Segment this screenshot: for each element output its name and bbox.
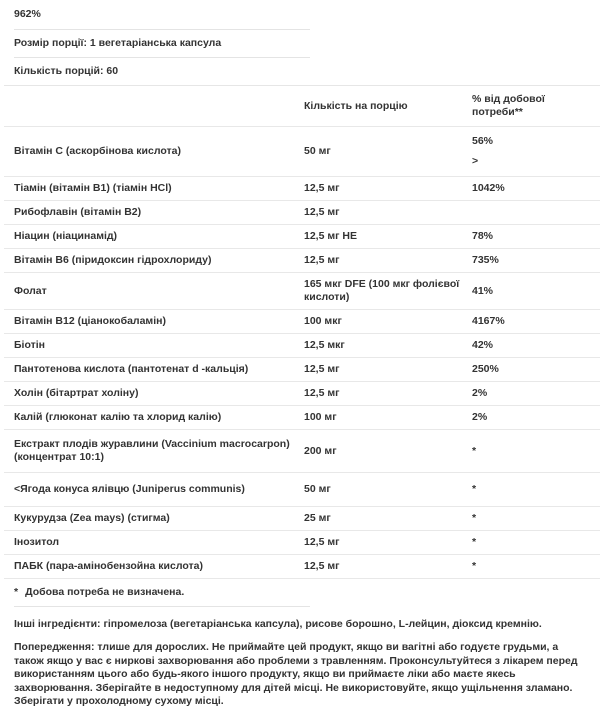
footnote-text: Добова потреба не визначена. — [25, 586, 185, 598]
table-row-vitamin-b12 — [4, 310, 600, 334]
nutrient-name: Калій (глюконат калію та хлорид калію) — [14, 411, 222, 423]
nutrient-name: Вітамін B6 (піридоксин гідрохлориду) — [14, 254, 212, 266]
nutrient-dv: 2% — [472, 411, 488, 423]
table-row-niacin — [4, 225, 600, 249]
nutrient-amount: 12,5 мг — [304, 536, 340, 548]
col-header-amount: Кількість на порцію — [304, 99, 408, 112]
nutrient-amount: 50 мг — [304, 145, 331, 157]
servings-per-container: Кількість порцій: 60 — [14, 65, 119, 77]
table-row-thiamin — [4, 177, 600, 201]
other-ingredients-text: Інші інгредієнти: гіпромелоза (вегетаріанська капсула), рисове борошно, L-лейцин, діоксид кремнію. — [14, 618, 542, 630]
table-row-corn-stigma — [4, 507, 600, 531]
nutrient-dv-value: 56% — [472, 135, 494, 147]
table-row-juniper-berry — [4, 473, 600, 507]
nutrient-name: Фолат — [14, 284, 47, 297]
nutrient-dv: 42% — [472, 339, 494, 351]
nutrient-name: Пантотенова кислота (пантотенат d -кальція) — [14, 363, 249, 375]
nutrient-dv: 2% — [472, 387, 488, 399]
nutrient-name: ПАБК (пара-амінобензойна кислота) — [14, 560, 204, 572]
nutrient-dv: 41% — [472, 284, 494, 297]
table-header-row — [4, 86, 600, 127]
nutrient-amount: 12,5 мг НЕ — [304, 230, 357, 242]
table-row-pantothenic-acid — [4, 358, 600, 382]
nutrient-amount: 12,5 мг — [304, 254, 340, 266]
nutrient-amount: 12,5 мг — [304, 387, 340, 399]
nutrient-dv-extra: > — [472, 155, 479, 167]
nutrient-name: Кукурудза (Zea mays) (стигма) — [14, 512, 170, 524]
table-row-riboflavin — [4, 201, 600, 225]
nutrient-name: <Ягода конуса ялівцю (Juniperus communis) — [14, 483, 245, 495]
nutrient-amount: 12,5 мг — [304, 363, 340, 375]
nutrient-amount: 100 мкг — [304, 315, 342, 327]
nutrient-name: Біотін — [14, 339, 46, 351]
nutrient-amount: 50 мг — [304, 483, 331, 495]
nutrient-name: Тіамін (вітамін B1) (тіамін HCl) — [14, 182, 172, 194]
nutrient-dv — [472, 135, 600, 168]
nutrient-amount: 12,5 мг — [304, 206, 340, 218]
nutrient-amount: 100 мг — [304, 411, 337, 423]
nutrient-amount: 12,5 мкг — [304, 339, 345, 351]
serving-size: Розмір порції: 1 вегетаріанська капсула — [14, 37, 222, 49]
nutrient-name: Ніацин (ніацинамід) — [14, 230, 118, 242]
nutrient-dv: 735% — [472, 254, 499, 266]
table-row-vitamin-b6 — [4, 249, 600, 273]
table-row-biotin — [4, 334, 600, 358]
nutrient-dv: * — [472, 483, 477, 495]
nutrient-name: Вітамін B12 (ціанокобаламін) — [14, 315, 166, 327]
nutrient-amount: 12,5 мг — [304, 182, 340, 194]
nutrient-amount: 25 мг — [304, 512, 331, 524]
daily-value-partial: 962% — [14, 8, 41, 20]
table-row-folate — [4, 273, 600, 310]
table-row-paba — [4, 555, 600, 579]
nutrient-dv: * — [472, 444, 477, 457]
nutrient-dv: * — [472, 536, 477, 548]
nutrient-amount: 12,5 мг — [304, 560, 340, 572]
nutrient-name: Холін (бітартрат холіну) — [14, 387, 139, 399]
nutrient-dv: * — [472, 560, 477, 572]
daily-value-footnote — [4, 579, 600, 606]
nutrient-dv: 4167% — [472, 315, 505, 327]
nutrient-name: Вітамін C (аскорбінова кислота) — [14, 145, 181, 157]
nutrient-dv: 78% — [472, 230, 494, 242]
nutrients-table — [4, 85, 600, 579]
nutrient-dv: 250% — [472, 363, 499, 375]
table-row-potassium — [4, 406, 600, 430]
nutrient-amount: 200 мг — [304, 444, 337, 457]
warning-text: Попередження: тлише для дорослих. Не приймайте цей продукт, якщо ви вагітні або годуєте грудьми, а також якщо у вас є ниркові захворювання або проблеми з травленням. Проконсультуйтеся з лікарем перед використанням цього або будь-якого іншого продукту, якщо ви приймаєте ліки або маєте якесь захворювання. Зберігайте в недоступному для дітей місці. Не використовуйте, якщо ущільнення зламано. Зберігати у прохолодному сухому місці. — [14, 641, 578, 707]
footnote-asterisk: * — [14, 586, 19, 598]
col-header-daily-value: % від добової потреби** — [472, 93, 545, 118]
nutrient-dv: * — [472, 512, 477, 524]
table-row-inositol — [4, 531, 600, 555]
table-row-vitamin-c — [4, 127, 600, 177]
nutrient-amount: 165 мкг DFE (100 мкг фолієвої кислоти) — [304, 278, 460, 303]
nutrient-name: Інозитол — [14, 536, 60, 548]
table-row-cranberry-extract — [4, 430, 600, 473]
nutrient-dv: 1042% — [472, 182, 505, 194]
nutrient-name: Рибофлавін (вітамін B2) — [14, 206, 142, 218]
table-row-choline — [4, 382, 600, 406]
nutrient-name: Екстракт плодів журавлини (Vaccinium macrocarpon) (концентрат 10:1) — [14, 438, 290, 463]
